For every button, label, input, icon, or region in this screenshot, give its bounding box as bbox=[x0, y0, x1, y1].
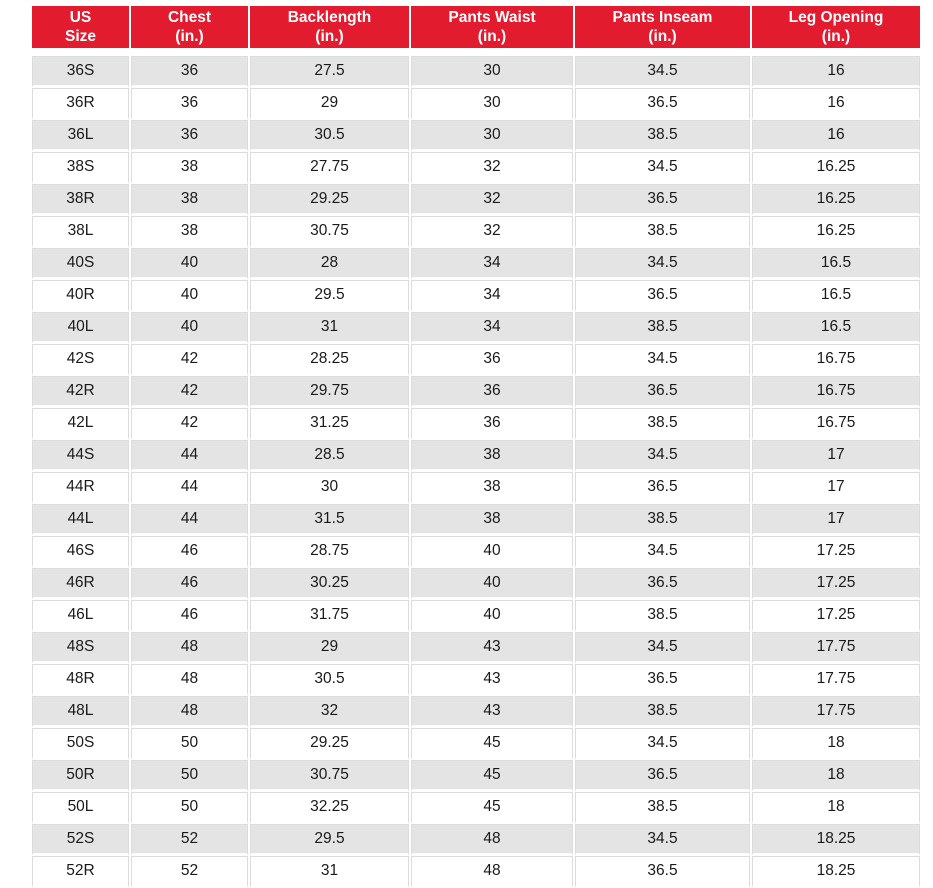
cell-chest: 38 bbox=[131, 216, 248, 248]
cell-backlength: 28 bbox=[250, 248, 409, 280]
cell-backlength: 30.5 bbox=[250, 664, 409, 696]
cell-backlength: 29 bbox=[250, 632, 409, 664]
header-pants-waist bbox=[411, 6, 573, 48]
cell-leg-opening: 16 bbox=[752, 120, 920, 152]
cell-us-size: 36S bbox=[32, 56, 129, 88]
cell-leg-opening: 18.25 bbox=[752, 824, 920, 856]
cell-pants-inseam: 38.5 bbox=[575, 600, 750, 632]
cell-pants-inseam: 34.5 bbox=[575, 728, 750, 760]
cell-chest: 48 bbox=[131, 696, 248, 728]
cell-us-size: 38L bbox=[32, 216, 129, 248]
table-row bbox=[32, 376, 920, 408]
cell-pants-waist: 48 bbox=[411, 856, 573, 888]
cell-leg-opening: 16.75 bbox=[752, 408, 920, 440]
cell-pants-waist: 32 bbox=[411, 216, 573, 248]
cell-us-size: 40R bbox=[32, 280, 129, 312]
table-row bbox=[32, 568, 920, 600]
cell-backlength: 29.5 bbox=[250, 280, 409, 312]
table-row bbox=[32, 696, 920, 728]
cell-us-size: 48R bbox=[32, 664, 129, 696]
cell-us-size: 50S bbox=[32, 728, 129, 760]
cell-pants-waist: 30 bbox=[411, 56, 573, 88]
cell-us-size: 38R bbox=[32, 184, 129, 216]
table-row bbox=[32, 792, 920, 824]
cell-leg-opening: 17.75 bbox=[752, 632, 920, 664]
header-us-size-line1: US bbox=[69, 9, 92, 26]
cell-leg-opening: 16.25 bbox=[752, 152, 920, 184]
header-leg-opening-line2: (in.) bbox=[821, 28, 851, 45]
cell-pants-waist: 40 bbox=[411, 536, 573, 568]
cell-pants-inseam: 34.5 bbox=[575, 248, 750, 280]
header-backlength-line2: (in.) bbox=[315, 28, 344, 45]
cell-chest: 46 bbox=[131, 536, 248, 568]
size-chart-body bbox=[32, 48, 920, 888]
cell-us-size: 50L bbox=[32, 792, 129, 824]
table-row bbox=[32, 344, 920, 376]
cell-pants-waist: 38 bbox=[411, 504, 573, 536]
cell-pants-waist: 45 bbox=[411, 792, 573, 824]
cell-backlength: 29.5 bbox=[250, 824, 409, 856]
cell-us-size: 36L bbox=[32, 120, 129, 152]
cell-chest: 40 bbox=[131, 248, 248, 280]
cell-pants-inseam: 34.5 bbox=[575, 152, 750, 184]
cell-chest: 44 bbox=[131, 504, 248, 536]
header-pants-waist-line1: Pants Waist bbox=[448, 9, 536, 26]
cell-chest: 50 bbox=[131, 760, 248, 792]
table-row bbox=[32, 600, 920, 632]
header-pants-waist-line2: (in.) bbox=[477, 28, 507, 45]
cell-leg-opening: 16.5 bbox=[752, 248, 920, 280]
header-backlength bbox=[250, 6, 409, 48]
cell-chest: 42 bbox=[131, 376, 248, 408]
cell-chest: 44 bbox=[131, 472, 248, 504]
cell-backlength: 29.75 bbox=[250, 376, 409, 408]
cell-pants-inseam: 38.5 bbox=[575, 408, 750, 440]
cell-leg-opening: 16 bbox=[752, 88, 920, 120]
cell-pants-waist: 36 bbox=[411, 408, 573, 440]
cell-pants-inseam: 36.5 bbox=[575, 760, 750, 792]
cell-us-size: 48L bbox=[32, 696, 129, 728]
table-row bbox=[32, 856, 920, 888]
header-chest bbox=[131, 6, 248, 48]
cell-leg-opening: 16.75 bbox=[752, 344, 920, 376]
cell-chest: 50 bbox=[131, 792, 248, 824]
cell-us-size: 36R bbox=[32, 88, 129, 120]
cell-leg-opening: 17 bbox=[752, 504, 920, 536]
cell-pants-inseam: 36.5 bbox=[575, 664, 750, 696]
table-row bbox=[32, 664, 920, 696]
cell-backlength: 29.25 bbox=[250, 184, 409, 216]
cell-chest: 46 bbox=[131, 568, 248, 600]
cell-pants-inseam: 34.5 bbox=[575, 632, 750, 664]
cell-chest: 36 bbox=[131, 56, 248, 88]
cell-pants-inseam: 34.5 bbox=[575, 56, 750, 88]
cell-pants-inseam: 34.5 bbox=[575, 824, 750, 856]
cell-leg-opening: 18.25 bbox=[752, 856, 920, 888]
cell-us-size: 42S bbox=[32, 344, 129, 376]
header-spacer bbox=[32, 48, 920, 56]
cell-pants-waist: 45 bbox=[411, 760, 573, 792]
table-row bbox=[32, 56, 920, 88]
header-us-size-line2: Size bbox=[64, 28, 96, 45]
cell-backlength: 31.5 bbox=[250, 504, 409, 536]
header-chest-line1: Chest bbox=[167, 9, 212, 26]
cell-leg-opening: 17.25 bbox=[752, 600, 920, 632]
header-leg-opening-line1: Leg Opening bbox=[788, 9, 884, 26]
cell-pants-inseam: 38.5 bbox=[575, 504, 750, 536]
table-row bbox=[32, 632, 920, 664]
cell-leg-opening: 17.75 bbox=[752, 696, 920, 728]
cell-chest: 42 bbox=[131, 408, 248, 440]
cell-backlength: 27.75 bbox=[250, 152, 409, 184]
cell-pants-inseam: 38.5 bbox=[575, 216, 750, 248]
cell-leg-opening: 18 bbox=[752, 728, 920, 760]
table-row bbox=[32, 760, 920, 792]
table-row bbox=[32, 728, 920, 760]
cell-pants-waist: 45 bbox=[411, 728, 573, 760]
cell-leg-opening: 16.5 bbox=[752, 280, 920, 312]
cell-us-size: 42L bbox=[32, 408, 129, 440]
header-leg-opening bbox=[752, 6, 920, 48]
cell-us-size: 48S bbox=[32, 632, 129, 664]
cell-backlength: 30.25 bbox=[250, 568, 409, 600]
cell-us-size: 42R bbox=[32, 376, 129, 408]
cell-backlength: 32.25 bbox=[250, 792, 409, 824]
cell-backlength: 31.25 bbox=[250, 408, 409, 440]
cell-pants-waist: 30 bbox=[411, 120, 573, 152]
cell-pants-inseam: 34.5 bbox=[575, 440, 750, 472]
cell-pants-inseam: 36.5 bbox=[575, 472, 750, 504]
cell-pants-waist: 43 bbox=[411, 632, 573, 664]
header-pants-inseam-line1: Pants Inseam bbox=[612, 9, 713, 26]
table-row bbox=[32, 152, 920, 184]
header-pants-inseam bbox=[575, 6, 750, 48]
size-chart-table bbox=[30, 6, 922, 888]
cell-leg-opening: 17 bbox=[752, 472, 920, 504]
cell-chest: 48 bbox=[131, 664, 248, 696]
cell-pants-inseam: 36.5 bbox=[575, 568, 750, 600]
cell-pants-waist: 34 bbox=[411, 280, 573, 312]
cell-chest: 40 bbox=[131, 312, 248, 344]
header-row bbox=[32, 6, 920, 48]
cell-backlength: 30.5 bbox=[250, 120, 409, 152]
cell-pants-inseam: 38.5 bbox=[575, 696, 750, 728]
cell-chest: 50 bbox=[131, 728, 248, 760]
cell-backlength: 29.25 bbox=[250, 728, 409, 760]
table-row bbox=[32, 216, 920, 248]
cell-leg-opening: 17.25 bbox=[752, 536, 920, 568]
cell-pants-waist: 32 bbox=[411, 184, 573, 216]
cell-us-size: 46L bbox=[32, 600, 129, 632]
table-row bbox=[32, 408, 920, 440]
cell-backlength: 31 bbox=[250, 856, 409, 888]
cell-pants-waist: 30 bbox=[411, 88, 573, 120]
header-backlength-line1: Backlength bbox=[287, 9, 372, 26]
cell-leg-opening: 16.25 bbox=[752, 184, 920, 216]
table-row bbox=[32, 88, 920, 120]
cell-pants-inseam: 34.5 bbox=[575, 536, 750, 568]
cell-chest: 52 bbox=[131, 856, 248, 888]
table-row bbox=[32, 184, 920, 216]
cell-us-size: 44L bbox=[32, 504, 129, 536]
cell-chest: 36 bbox=[131, 88, 248, 120]
cell-chest: 44 bbox=[131, 440, 248, 472]
cell-leg-opening: 16 bbox=[752, 56, 920, 88]
cell-pants-waist: 40 bbox=[411, 568, 573, 600]
cell-chest: 40 bbox=[131, 280, 248, 312]
cell-leg-opening: 17.75 bbox=[752, 664, 920, 696]
cell-chest: 38 bbox=[131, 184, 248, 216]
cell-us-size: 46R bbox=[32, 568, 129, 600]
cell-chest: 36 bbox=[131, 120, 248, 152]
cell-backlength: 30.75 bbox=[250, 216, 409, 248]
cell-pants-waist: 40 bbox=[411, 600, 573, 632]
cell-backlength: 29 bbox=[250, 88, 409, 120]
cell-chest: 46 bbox=[131, 600, 248, 632]
cell-leg-opening: 18 bbox=[752, 792, 920, 824]
cell-us-size: 46S bbox=[32, 536, 129, 568]
table-row bbox=[32, 280, 920, 312]
cell-leg-opening: 16.25 bbox=[752, 216, 920, 248]
cell-backlength: 31 bbox=[250, 312, 409, 344]
size-chart-header bbox=[32, 6, 920, 48]
table-row bbox=[32, 504, 920, 536]
table-row bbox=[32, 312, 920, 344]
cell-pants-inseam: 36.5 bbox=[575, 856, 750, 888]
cell-pants-waist: 38 bbox=[411, 440, 573, 472]
cell-chest: 48 bbox=[131, 632, 248, 664]
cell-us-size: 40S bbox=[32, 248, 129, 280]
cell-leg-opening: 17 bbox=[752, 440, 920, 472]
cell-backlength: 27.5 bbox=[250, 56, 409, 88]
cell-pants-waist: 43 bbox=[411, 664, 573, 696]
cell-backlength: 30.75 bbox=[250, 760, 409, 792]
cell-chest: 38 bbox=[131, 152, 248, 184]
header-chest-line2: (in.) bbox=[175, 28, 204, 45]
cell-leg-opening: 17.25 bbox=[752, 568, 920, 600]
cell-pants-waist: 43 bbox=[411, 696, 573, 728]
cell-pants-waist: 32 bbox=[411, 152, 573, 184]
header-spacer-cell bbox=[32, 48, 920, 56]
cell-us-size: 52R bbox=[32, 856, 129, 888]
cell-us-size: 52S bbox=[32, 824, 129, 856]
cell-leg-opening: 16.5 bbox=[752, 312, 920, 344]
cell-us-size: 44R bbox=[32, 472, 129, 504]
cell-pants-waist: 34 bbox=[411, 312, 573, 344]
cell-backlength: 31.75 bbox=[250, 600, 409, 632]
cell-pants-inseam: 36.5 bbox=[575, 88, 750, 120]
cell-pants-inseam: 36.5 bbox=[575, 376, 750, 408]
header-pants-inseam-line2: (in.) bbox=[648, 28, 677, 45]
table-row bbox=[32, 248, 920, 280]
table-row bbox=[32, 440, 920, 472]
cell-leg-opening: 18 bbox=[752, 760, 920, 792]
table-row bbox=[32, 536, 920, 568]
cell-pants-inseam: 34.5 bbox=[575, 344, 750, 376]
cell-backlength: 28.5 bbox=[250, 440, 409, 472]
header-us-size bbox=[32, 6, 129, 48]
cell-pants-waist: 48 bbox=[411, 824, 573, 856]
cell-pants-waist: 36 bbox=[411, 344, 573, 376]
cell-chest: 42 bbox=[131, 344, 248, 376]
cell-chest: 52 bbox=[131, 824, 248, 856]
cell-leg-opening: 16.75 bbox=[752, 376, 920, 408]
cell-pants-waist: 38 bbox=[411, 472, 573, 504]
cell-pants-inseam: 38.5 bbox=[575, 792, 750, 824]
table-row bbox=[32, 120, 920, 152]
cell-backlength: 28.25 bbox=[250, 344, 409, 376]
cell-pants-inseam: 38.5 bbox=[575, 312, 750, 344]
cell-pants-waist: 36 bbox=[411, 376, 573, 408]
cell-backlength: 28.75 bbox=[250, 536, 409, 568]
cell-pants-inseam: 38.5 bbox=[575, 120, 750, 152]
cell-backlength: 32 bbox=[250, 696, 409, 728]
cell-us-size: 40L bbox=[32, 312, 129, 344]
table-row bbox=[32, 472, 920, 504]
table-row bbox=[32, 824, 920, 856]
cell-backlength: 30 bbox=[250, 472, 409, 504]
cell-pants-inseam: 36.5 bbox=[575, 280, 750, 312]
cell-us-size: 44S bbox=[32, 440, 129, 472]
cell-us-size: 50R bbox=[32, 760, 129, 792]
cell-us-size: 38S bbox=[32, 152, 129, 184]
cell-pants-waist: 34 bbox=[411, 248, 573, 280]
cell-pants-inseam: 36.5 bbox=[575, 184, 750, 216]
